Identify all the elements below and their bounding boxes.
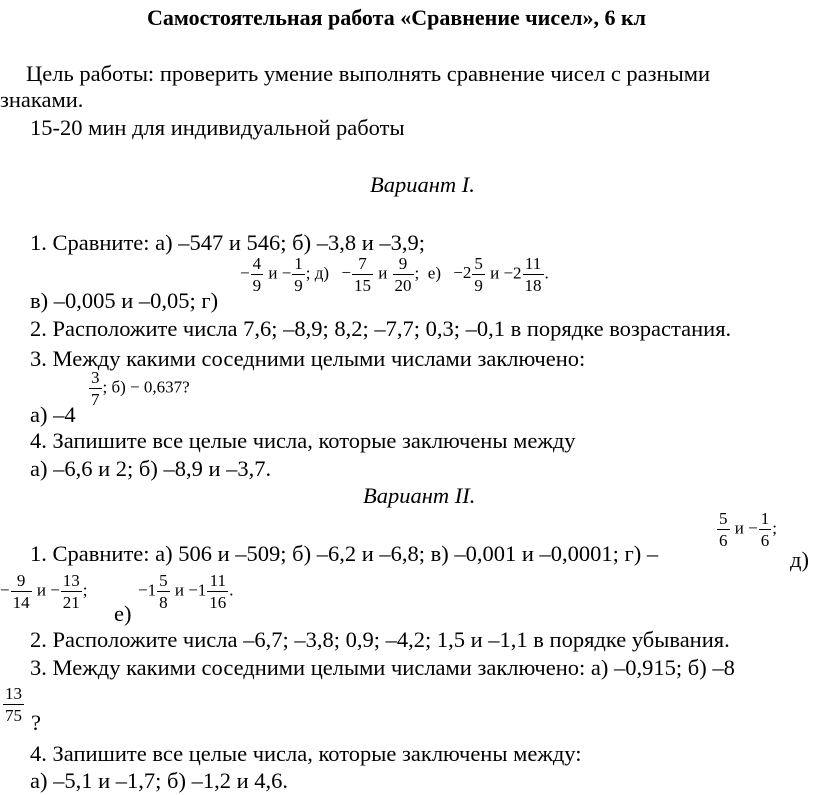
page-title: Самостоятельная работа «Сравнение чисел», 6 кл — [147, 5, 647, 30]
v1-task1-line1: 1. Сравните: а) –547 и 546; б) –3,8 и –3,9; — [30, 230, 426, 255]
mixed-whole: −2 — [503, 263, 522, 283]
end-punct: ; — [772, 518, 777, 538]
v2-task1-top-formula — [716, 509, 777, 550]
denominator: 14 — [12, 593, 30, 612]
mixed-whole: −2 — [453, 263, 472, 283]
denominator: 75 — [5, 706, 22, 725]
minus-sign: − — [281, 263, 292, 283]
v1-task4: 4. Запишите все целые числа, которые заключены между — [30, 428, 576, 453]
v2-task4-a: а) –5,1 и –1,7; б) –1,2 и 4,6. — [30, 768, 289, 793]
separator: ; е) — [414, 263, 441, 283]
v2-task1-line2-formula-b — [138, 571, 234, 612]
v1-task2: 2. Расположите числа 7,6; –8,9; 8,2; –7,7; 0,3; –0,1 в порядке возрастания. — [30, 316, 732, 341]
v1-task1-line2: в) –0,005 и –0,05; г) — [30, 288, 219, 313]
v2-task4: 4. Запишите все целые числа, которые заключены между: — [30, 741, 582, 766]
v2-task3: 3. Между какими соседними целыми числами заключено: а) –0,915; б) –8 — [30, 655, 735, 680]
end-punct: . — [229, 580, 234, 600]
numerator: 9 — [398, 254, 408, 273]
minus-sign: − — [0, 580, 10, 600]
denominator: 8 — [159, 593, 168, 612]
connector: и — [485, 263, 504, 283]
numerator: 5 — [719, 509, 728, 528]
v1-task3: 3. Между какими соседними целыми числами заключено: — [30, 346, 586, 371]
denominator: 9 — [474, 276, 483, 295]
denominator: 21 — [62, 593, 80, 612]
v2-task1-line1: 1. Сравните: а) 506 и –509; б) –6,2 и –6,8; в) –0,001 и –0,0001; г) – — [30, 541, 659, 566]
denominator: 6 — [719, 531, 728, 550]
separator: ; д) — [305, 263, 330, 283]
numerator: 4 — [252, 254, 262, 273]
v1-task3-a-formula — [88, 368, 190, 409]
variant-1-heading: Вариант I. — [370, 172, 475, 197]
minus-sign: − — [240, 263, 250, 283]
connector: и — [264, 263, 282, 283]
numerator: 1 — [760, 509, 770, 528]
duration-line: 15-20 мин для индивидуальной работы — [30, 115, 405, 140]
v1-task4-a: а) –6,6 и 2; б) –8,9 и –3,7. — [30, 456, 272, 481]
connector: и — [373, 263, 392, 283]
v2-task2: 2. Расположите числа –6,7; –3,8; 0,9; –4,2; 1,5 и –1,1 в порядке убывания. — [30, 627, 730, 652]
fraction — [472, 254, 485, 295]
fraction — [251, 254, 264, 295]
fraction — [89, 368, 102, 409]
numerator: 5 — [159, 571, 168, 590]
variant-2-heading: Вариант II. — [363, 483, 476, 508]
numerator: 7 — [358, 254, 367, 273]
fraction — [3, 684, 24, 725]
goal-line-1: Цель работы: проверить умение выполнять сравнение чисел с разными — [26, 61, 710, 86]
v2-task1-e-label: е) — [114, 601, 132, 626]
v2-task1-d-label: д) — [790, 547, 809, 572]
denominator: 9 — [252, 276, 262, 295]
fraction — [759, 509, 772, 550]
denominator: 20 — [394, 276, 412, 295]
task3-rest: ; б) − 0,637? — [102, 377, 190, 397]
fraction — [292, 254, 305, 295]
connector: и − — [32, 580, 60, 600]
denominator: 6 — [760, 531, 770, 550]
denominator: 18 — [524, 276, 542, 295]
numerator: 3 — [91, 368, 100, 387]
numerator: 13 — [5, 684, 22, 703]
connector: и − — [730, 518, 758, 538]
numerator: 11 — [524, 254, 542, 273]
v2-task1-line2-formula-a — [0, 571, 88, 612]
minus-sign: − — [341, 263, 351, 283]
fraction — [11, 571, 32, 612]
numerator: 5 — [474, 254, 483, 273]
fraction — [61, 571, 82, 612]
v1-task3-a-prefix: а) –4 — [30, 402, 76, 427]
fraction — [207, 571, 228, 612]
v2-task3-fraction — [2, 684, 25, 725]
denominator: 15 — [353, 276, 371, 295]
denominator: 16 — [209, 593, 227, 612]
fraction — [523, 254, 544, 295]
v1-task1-fraction-formula — [240, 254, 549, 295]
denominator: 9 — [294, 276, 303, 295]
numerator: 11 — [209, 571, 226, 590]
connector: и −1 — [170, 580, 207, 600]
fraction — [717, 509, 730, 550]
fraction — [157, 571, 170, 612]
mixed-whole: −1 — [138, 580, 157, 600]
denominator: 7 — [91, 390, 100, 409]
numerator: 9 — [16, 571, 26, 590]
end-punct: ; — [82, 580, 88, 600]
numerator: 1 — [294, 254, 303, 273]
fraction — [393, 254, 414, 295]
numerator: 13 — [62, 571, 80, 590]
end-punct: . — [544, 263, 549, 283]
v2-task3-question-mark: ? — [31, 710, 41, 735]
goal-line-2: знаками. — [0, 87, 84, 112]
fraction — [352, 254, 373, 295]
